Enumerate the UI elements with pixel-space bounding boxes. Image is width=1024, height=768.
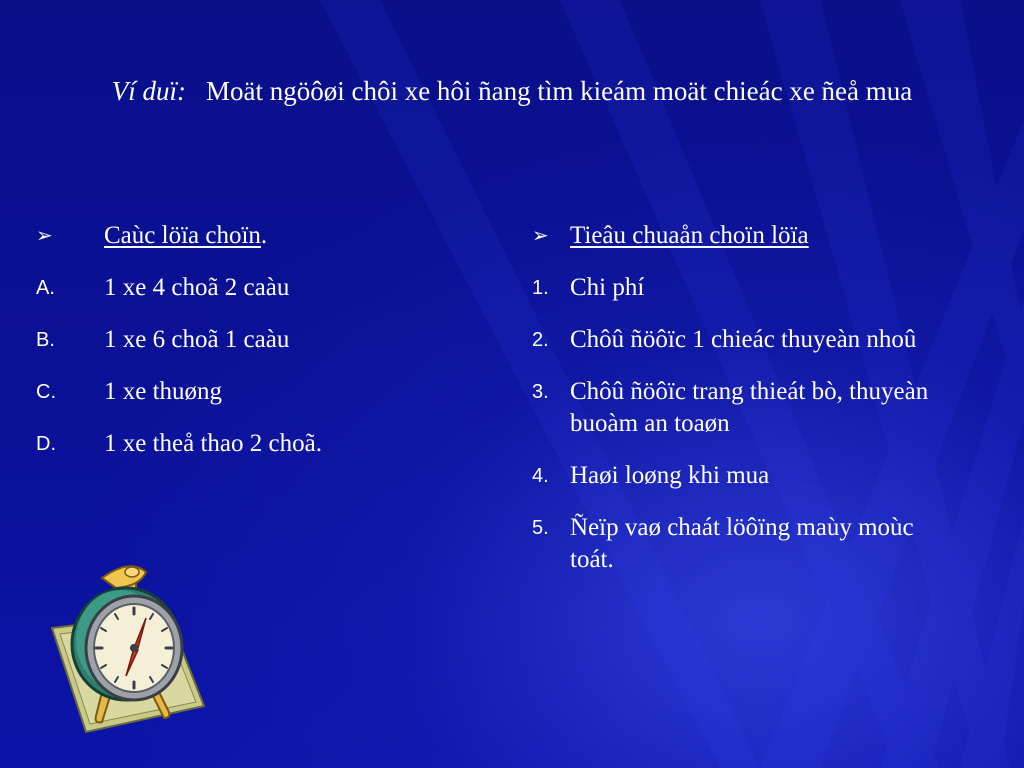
list-item-text: Chôû ñöôïc 1 chieác thuyeàn nhoû	[570, 326, 917, 353]
list-item	[532, 376, 952, 440]
list-marker: 5.	[532, 517, 549, 539]
list-marker: D.	[36, 433, 56, 455]
criteria-heading: Tieâu chuaån choïn löïa	[570, 222, 809, 249]
options-heading: Caùc löïa choïn	[104, 222, 261, 249]
list-marker: 3.	[532, 381, 549, 403]
alarm-clock-icon	[46, 556, 216, 741]
options-column	[36, 220, 496, 480]
list-item	[532, 460, 952, 492]
list-item-text: Ñeïp vaø chaát löôïng maùy moùc toát.	[570, 514, 914, 573]
list-item-text: 1 xe thuøng	[104, 378, 223, 405]
list-item-text: 1 xe 4 choã 2 caàu	[104, 274, 290, 301]
criteria-heading-row	[532, 220, 952, 252]
list-item	[36, 272, 496, 304]
list-item	[36, 324, 496, 356]
slide-title	[0, 76, 1024, 107]
list-item	[36, 428, 496, 460]
list-marker: 1.	[532, 277, 549, 299]
list-marker: 2.	[532, 329, 549, 351]
list-marker: 4.	[532, 465, 549, 487]
list-marker: C.	[36, 381, 56, 403]
list-item-text: Haøi loøng khi mua	[570, 462, 770, 489]
list-item	[532, 324, 952, 356]
list-item	[532, 512, 952, 576]
list-item-text: 1 xe theå thao 2 choã.	[104, 430, 322, 457]
title-prefix: Ví duï:	[111, 76, 186, 106]
options-heading-row	[36, 220, 496, 252]
list-item-text: Chôû ñöôïc trang thieát bò, thuyeàn buoàm an toaøn	[570, 378, 929, 437]
arrow-bullet-icon: ➢	[36, 225, 53, 247]
criteria-column	[532, 220, 952, 596]
list-item	[36, 376, 496, 408]
list-item-text: 1 xe 6 choã 1 caàu	[104, 326, 290, 353]
list-item-text: Chi phí	[570, 274, 645, 301]
options-heading-suffix: .	[260, 222, 268, 249]
arrow-bullet-icon: ➢	[532, 225, 549, 247]
title-text: Moät ngöôøi chôi xe hôi ñang tìm kieám moät chieác xe ñeå mua	[205, 76, 913, 106]
list-marker: A.	[36, 277, 55, 299]
list-marker: B.	[36, 329, 55, 351]
list-item	[532, 272, 952, 304]
